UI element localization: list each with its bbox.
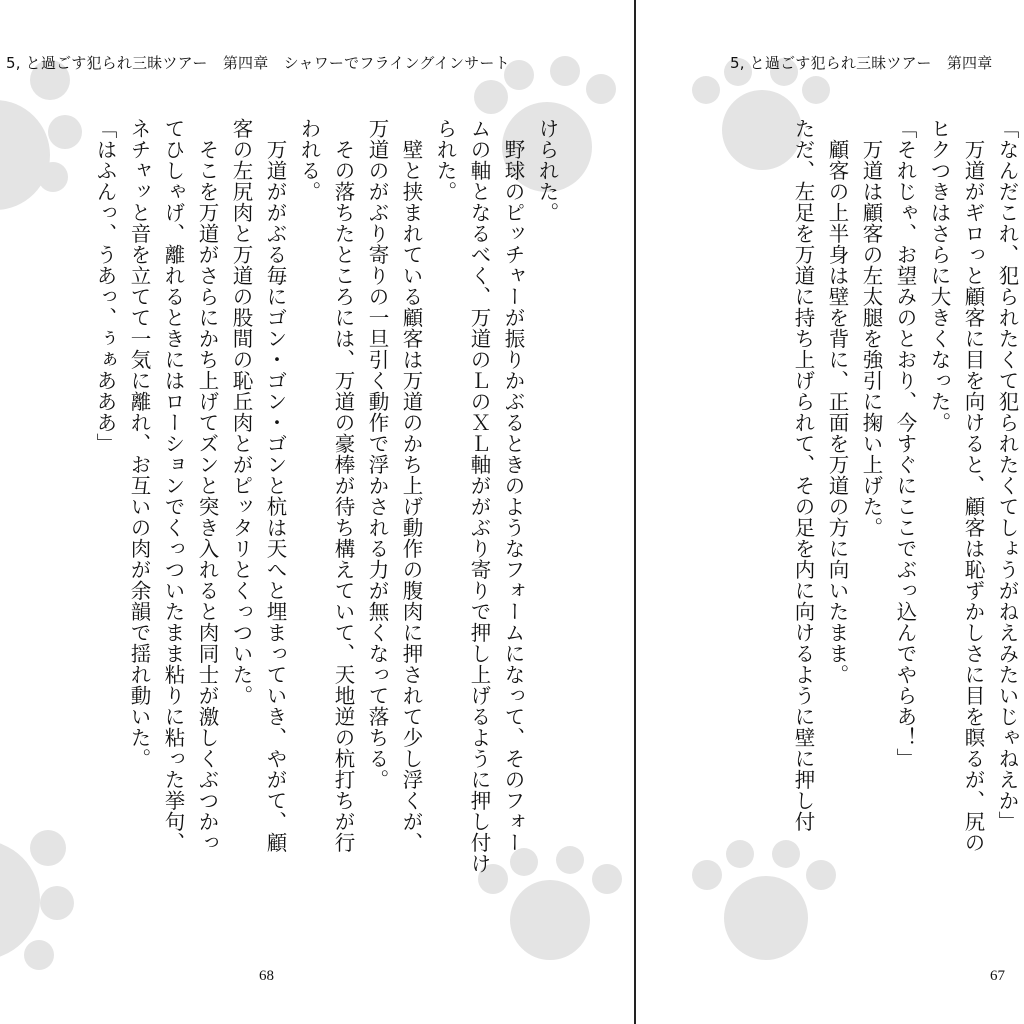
text-line: 万道のがぶり寄りの一旦引く動作で浮かされる力が無くなって落ちる。 <box>365 118 389 790</box>
text-line: 万道がギロっと顧客に目を向けると、顧客は恥ずかしさに目を瞑るが、尻の <box>961 118 985 853</box>
text-line: 「なんだこれ、犯られたくて犯られたくてしょうがねえみたいじゃねえか」 <box>995 118 1019 832</box>
running-head: 5, と過ごす犯られ三昧ツアー 第四章 シャワーでフライングインサート <box>6 54 510 72</box>
running-head: 5, と過ごす犯られ三昧ツアー 第四章 <box>730 54 993 72</box>
text-line: けられた。 <box>535 118 559 223</box>
text-line: その落ちたところには、万道の豪棒が待ち構えていて、天地逆の杭打ちが行 <box>331 118 355 853</box>
text-line: 顧客の上半身は壁を背に、正面を万道の方に向いたまま。 <box>825 118 849 685</box>
text-line: 「はふんっ、うあっ、ぅぁあああ」 <box>93 118 117 454</box>
text-line: 「それじゃ、お望みのとおり、今すぐにここでぶっ込んでやらあ！」 <box>893 118 917 769</box>
text-line: られた。 <box>433 118 457 202</box>
text-line: てひしゃげ、離れるときにはローションでくっついたまま粘りに粘った挙句、 <box>161 118 185 853</box>
text-line: 野球のピッチャーが振りかぶるときのようなフォームになって、そのフォー <box>501 118 525 853</box>
text-line: 客の左尻肉と万道の股間の恥丘肉とがピッタリとくっついた。 <box>229 118 253 706</box>
page-number: 67 <box>990 968 1005 984</box>
body-text <box>694 118 1024 948</box>
text-line: ただ、左足を万道に持ち上げられて、その足を内に向けるように壁に押し付 <box>791 118 815 832</box>
text-line: 万道ががぶる毎にゴン・ゴン・ゴンと杭は天へと埋まっていき、やがて、顧 <box>263 118 287 853</box>
right-page <box>636 0 1024 1024</box>
body-text <box>4 118 564 948</box>
text-line: 壁と挟まれている顧客は万道のかち上げ動作の腹肉に押されて少し浮くが、 <box>399 118 423 853</box>
text-line: われる。 <box>297 118 321 202</box>
text-line: 万道は顧客の左太腿を強引に掬い上げた。 <box>859 118 883 538</box>
text-line: ヒクつきはさらに大きくなった。 <box>927 118 951 433</box>
page-number: 68 <box>259 968 274 984</box>
text-line: そこを万道がさらにかち上げてズンと突き入れると肉同士が激しくぶつかっ <box>195 118 219 853</box>
text-line: ネチャッと音を立てて一気に離れ、お互いの肉が余韻で揺れ動いた。 <box>127 118 151 769</box>
text-line: ムの軸となるべく、万道のＬのＸＬ軸ががぶり寄りで押し上げるように押し付け <box>467 118 491 874</box>
